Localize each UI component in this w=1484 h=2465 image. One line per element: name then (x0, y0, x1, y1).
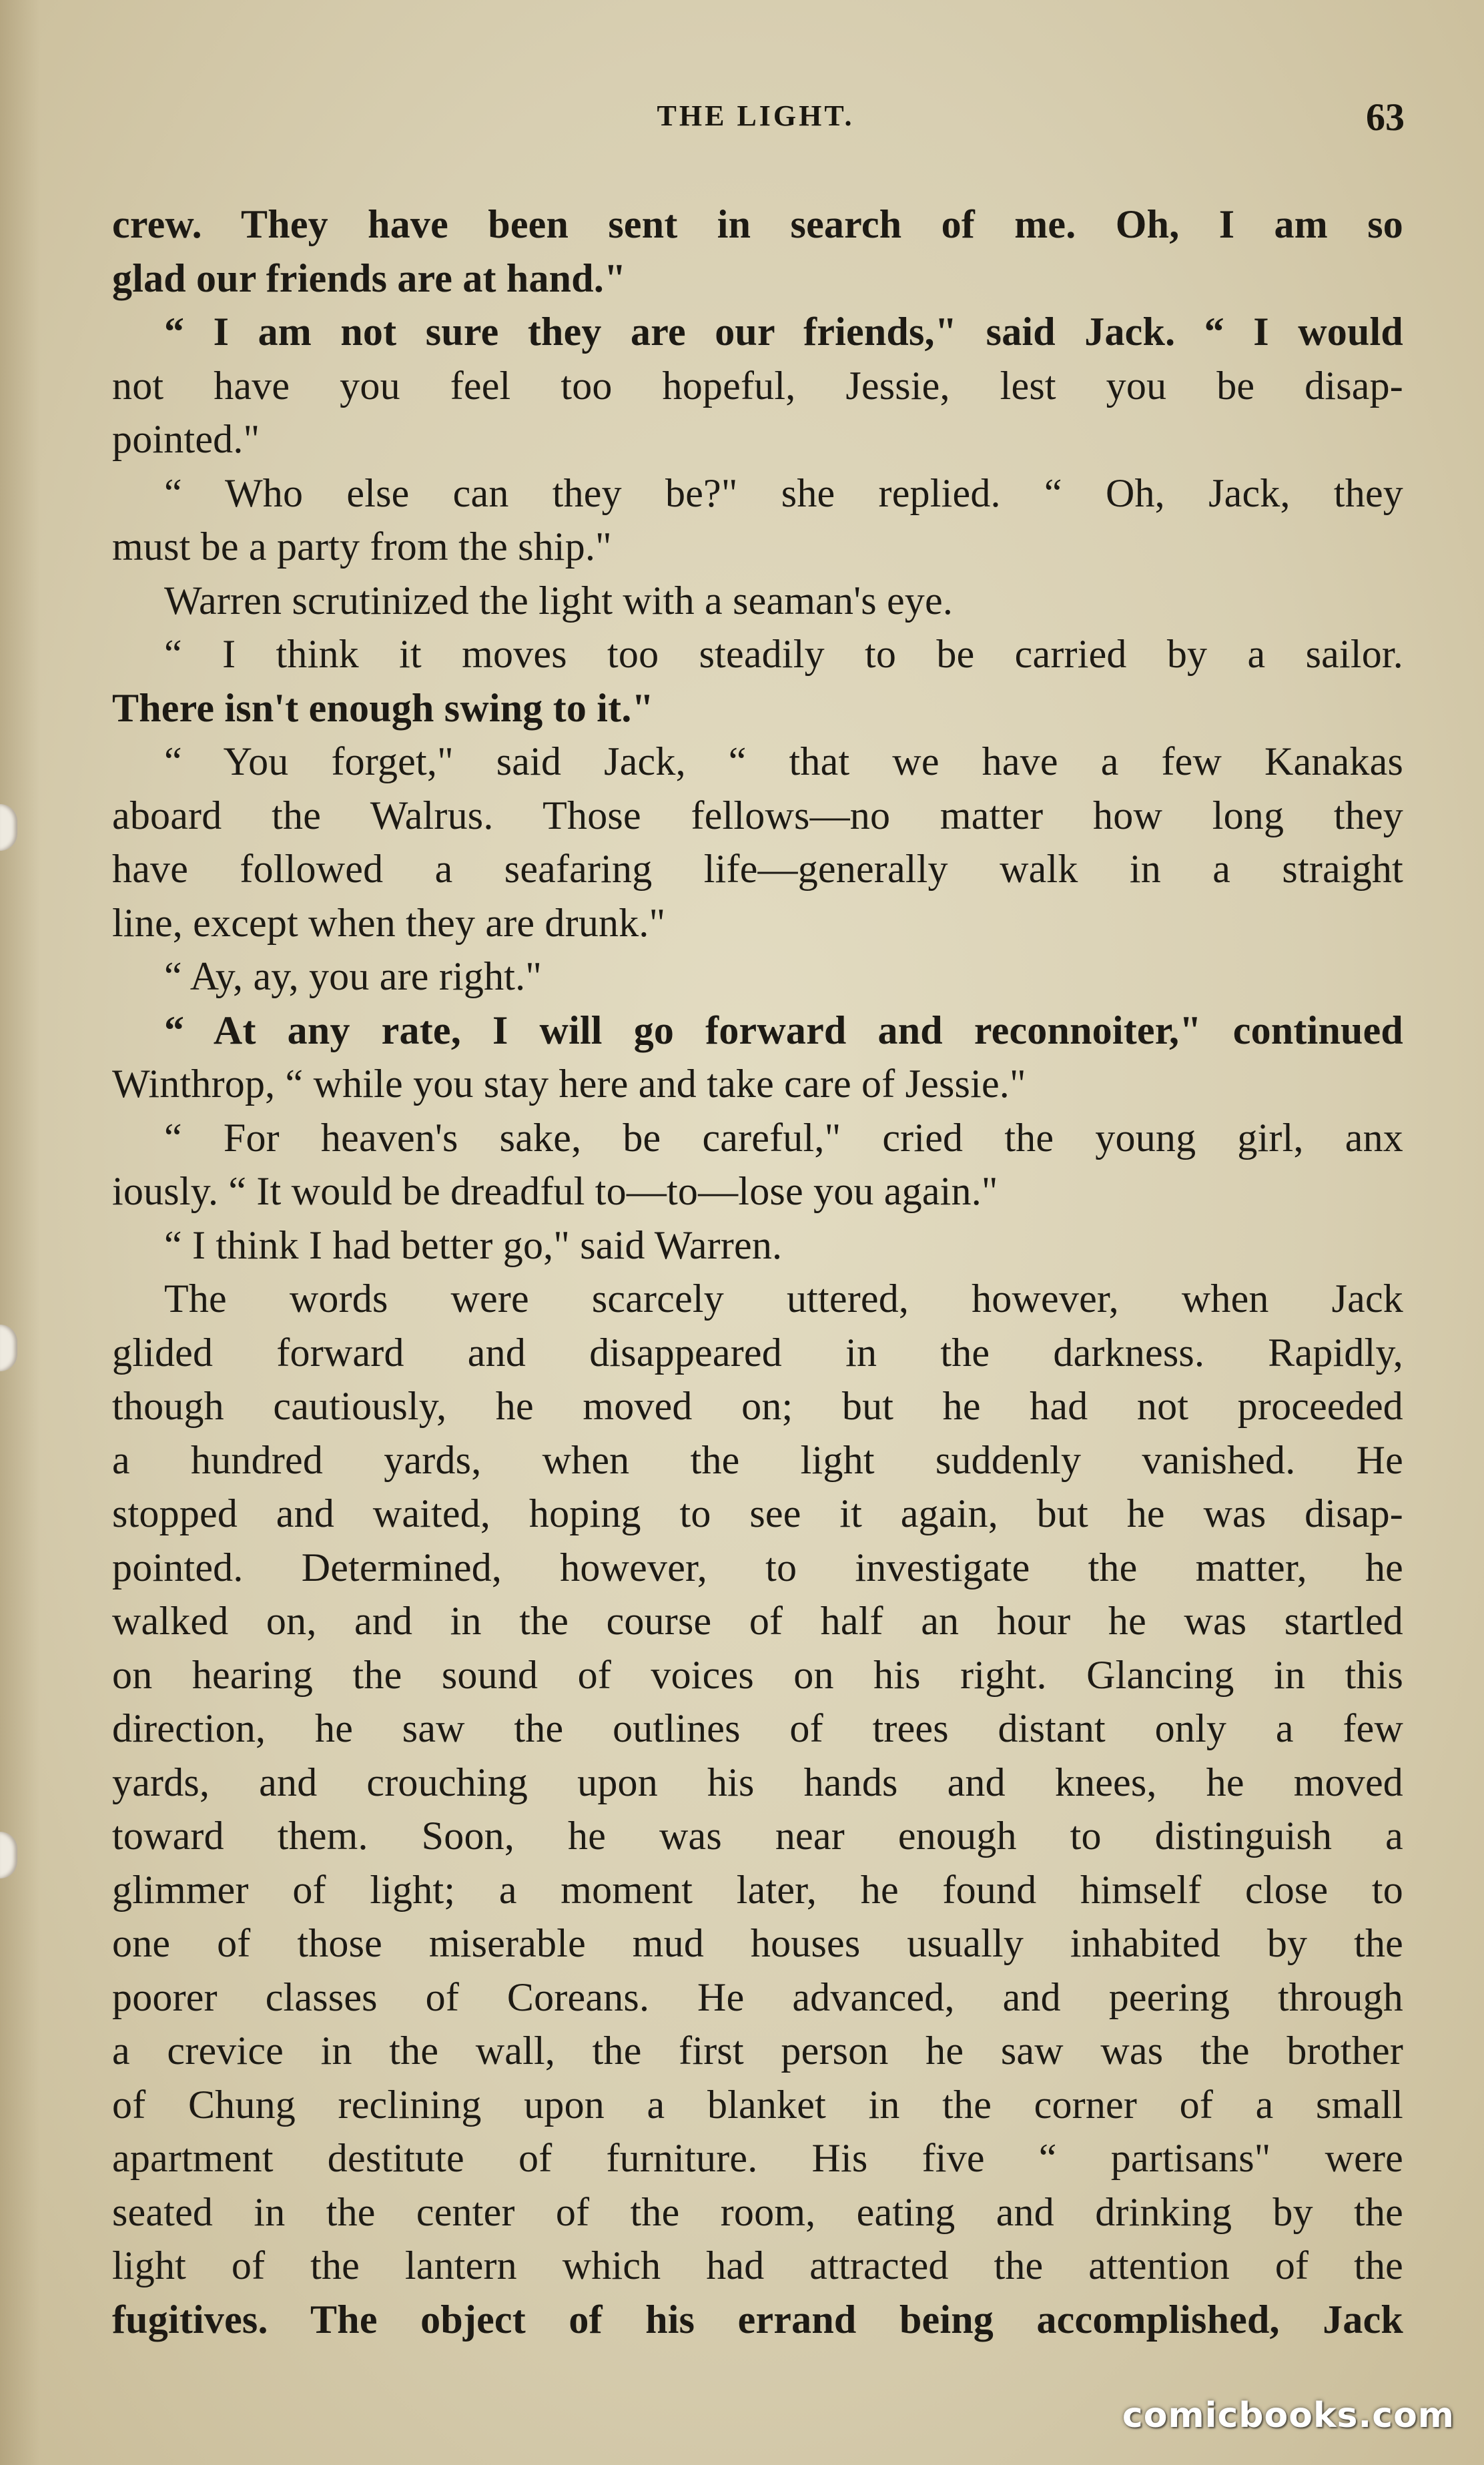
text-line: yards, and crouching upon his hands and knees, he moved (112, 1760, 1403, 1804)
watermark: comicbooks.com (1122, 2396, 1455, 2436)
text-line: have followed a seafaring life—generally walk in a straight (112, 847, 1403, 891)
text-line: one of those miserable mud houses usually inhabited by the (112, 1921, 1403, 1965)
text-line: aboard the Walrus. Those fellows—no matter how long they (112, 793, 1403, 837)
page-number: 63 (1366, 95, 1405, 139)
text-line: not have you feel too hopeful, Jessie, lest you be disap- (112, 363, 1403, 408)
text-line: “ I think it moves too steadily to be carried by a sailor. (164, 632, 1403, 676)
text-line: toward them. Soon, he was near enough to distinguish a (112, 1814, 1403, 1858)
text-line: “ I am not sure they are our friends," said Jack. “ I would (164, 310, 1403, 354)
text-line: “ Ay, ay, you are right." (164, 954, 542, 998)
text-line: on hearing the sound of voices on his right. Glancing in this (112, 1652, 1403, 1697)
text-line: a crevice in the wall, the first person he saw was the brother (112, 2029, 1403, 2073)
text-line: fugitives. The object of his errand being accomplished, Jack (112, 2297, 1403, 2342)
text-line: glad our friends are at hand." (112, 256, 627, 300)
text-line: glided forward and disappeared in the darkness. Rapidly, (112, 1330, 1403, 1375)
text-line: Winthrop, “ while you stay here and take care of Jessie." (112, 1062, 1026, 1106)
text-line: poorer classes of Coreans. He advanced, and peering through (112, 1975, 1403, 2019)
text-line: Warren scrutinized the light with a seaman's eye. (164, 578, 954, 623)
text-line: “ I think I had better go," said Warren. (164, 1222, 783, 1267)
text-line: The words were scarcely uttered, however, when Jack (164, 1277, 1403, 1321)
running-head (107, 95, 1405, 141)
text-line: walked on, and in the course of half an hour he was startled (112, 1599, 1403, 1643)
text-line: stopped and waited, hoping to see it again, but he was disap- (112, 1491, 1403, 1535)
text-line: a hundred yards, when the light suddenly vanished. He (112, 1437, 1403, 1482)
text-line: “ For heaven's sake, be careful," cried the young girl, anx (164, 1115, 1403, 1160)
page-edge-shadow (0, 0, 40, 2465)
text-line: “ At any rate, I will go forward and reconnoiter," continued (164, 1008, 1403, 1052)
text-line: pointed." (112, 417, 260, 461)
text-line: There isn't enough swing to it." (112, 685, 655, 730)
text-line: though cautiously, he moved on; but he had not proceeded (112, 1384, 1403, 1428)
chapter-title: THE LIGHT. (657, 99, 855, 132)
text-line: apartment destitute of furniture. His five “ partisans" were (112, 2136, 1403, 2180)
text-line: seated in the center of the room, eating and drinking by the (112, 2189, 1403, 2234)
text-line: of Chung reclining upon a blanket in the corner of a small (112, 2082, 1403, 2127)
text-line: iously. “ It would be dreadful to—to—lose you again." (112, 1169, 998, 1213)
text-line: glimmer of light; a moment later, he found himself close to (112, 1867, 1403, 1912)
text-line: “ You forget," said Jack, “ that we have a few Kanakas (164, 739, 1403, 783)
text-line: “ Who else can they be?" she replied. “ Oh, Jack, they (164, 470, 1403, 515)
text-line: direction, he saw the outlines of trees distant only a few (112, 1706, 1403, 1750)
text-line: pointed. Determined, however, to investigate the matter, he (112, 1545, 1403, 1590)
text-line: must be a party from the ship." (112, 524, 612, 569)
text-line: crew. They have been sent in search of me. Oh, I am so (112, 202, 1403, 246)
text-line: light of the lantern which had attracted the attention of the (112, 2243, 1403, 2287)
body-text (112, 198, 1403, 2346)
text-line: line, except when they are drunk." (112, 900, 666, 945)
